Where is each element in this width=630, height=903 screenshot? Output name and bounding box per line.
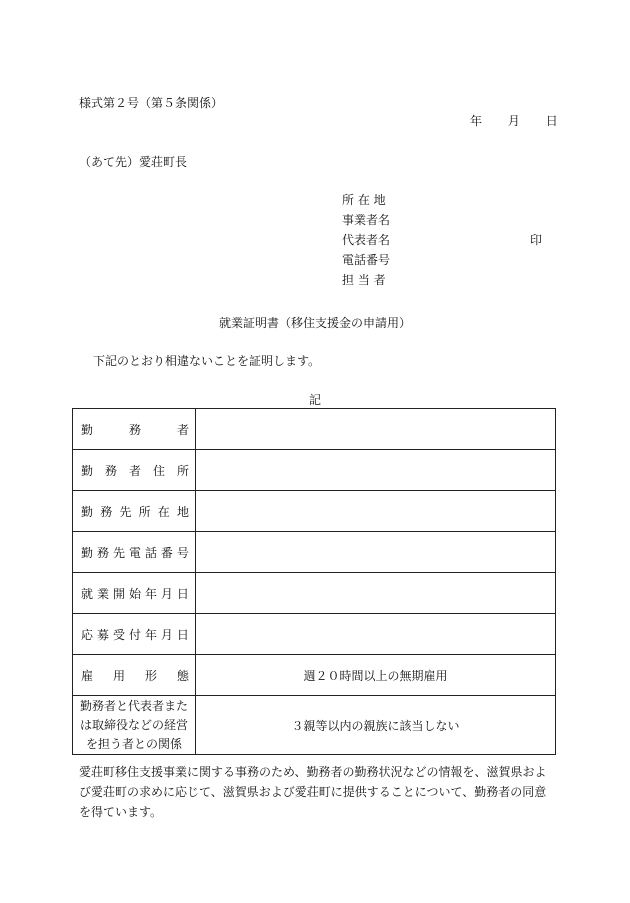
date-day-unit: 日 (545, 114, 558, 128)
sender-label: 電話番号 (342, 253, 391, 267)
row-label-cell (73, 491, 196, 532)
consent-text: 愛荘町移住支援事業に関する事務のため、勤務者の勤務状況などの情報を、滋賀県および愛荘町の求めに応じて、滋賀県および愛荘町に提供することについて、勤務者の同意を得ています。 (79, 765, 547, 819)
intro-text: 下記のとおり相違ないことを証明します。 (93, 354, 321, 368)
certificate-table (72, 408, 556, 755)
relation-label-line: を担う者との関係 (85, 736, 182, 751)
row-label-cell (73, 450, 196, 491)
table-row (73, 655, 556, 696)
date-month-unit: 月 (507, 114, 520, 128)
row-label-cell (73, 409, 196, 450)
sender-row-phone (342, 250, 542, 270)
ki-heading: 記 (308, 393, 321, 407)
row-label: 勤 務 者 住 所 (81, 463, 189, 478)
row-label: 勤 務 先 所 在 地 (81, 504, 189, 519)
row-value-cell[interactable] (196, 532, 556, 573)
sender-row-address (342, 190, 542, 210)
sender-row-representative (342, 230, 542, 250)
relation-label-line: 勤務者と代表者また (79, 698, 188, 713)
addressee: （あて先）愛荘町長 (79, 155, 188, 169)
date-year-unit: 年 (470, 114, 483, 128)
document-title: 就業証明書（移住支援金の申請用） (218, 316, 411, 330)
row-value-cell[interactable] (196, 450, 556, 491)
row-value-cell[interactable] (196, 491, 556, 532)
row-value-cell[interactable]: 週２０時間以上の無期雇用 (196, 655, 556, 696)
sender-row-contact (342, 270, 542, 290)
sender-label: 担 当 者 (342, 273, 386, 287)
relation-label-line: は取締役などの経営 (79, 717, 188, 732)
sender-label: 事業者名 (342, 213, 391, 227)
row-label-cell (73, 532, 196, 573)
table-row (73, 450, 556, 491)
seal-mark: 印 (530, 233, 543, 247)
row-label-cell (73, 573, 196, 614)
sender-row-company (342, 210, 542, 230)
table-row (73, 491, 556, 532)
relation-label-cell (73, 696, 196, 755)
table-body (73, 409, 556, 755)
table-row (73, 409, 556, 450)
sender-label: 代表者名 (342, 233, 391, 247)
form-number: 様式第２号（第５条関係） (79, 96, 224, 110)
row-label-cell (73, 655, 196, 696)
row-value-cell[interactable] (196, 409, 556, 450)
sender-label: 所 在 地 (342, 193, 386, 207)
table-row (73, 614, 556, 655)
table-row (73, 573, 556, 614)
date-line (470, 112, 558, 129)
row-value-cell[interactable] (196, 573, 556, 614)
sender-block (342, 190, 542, 290)
row-label: 勤 務 者 (81, 422, 189, 437)
row-label: 就 業 開 始 年 月 日 (81, 586, 189, 601)
row-label-cell (73, 614, 196, 655)
table-row (73, 532, 556, 573)
row-label: 雇 用 形 態 (81, 668, 189, 683)
relation-value-cell[interactable]: ３親等以内の親族に該当しない (196, 696, 556, 755)
row-label: 応 募 受 付 年 月 日 (81, 627, 189, 642)
row-label: 勤 務 先 電 話 番 号 (81, 545, 189, 560)
table-row-relation (73, 696, 556, 755)
row-value-cell[interactable] (196, 614, 556, 655)
